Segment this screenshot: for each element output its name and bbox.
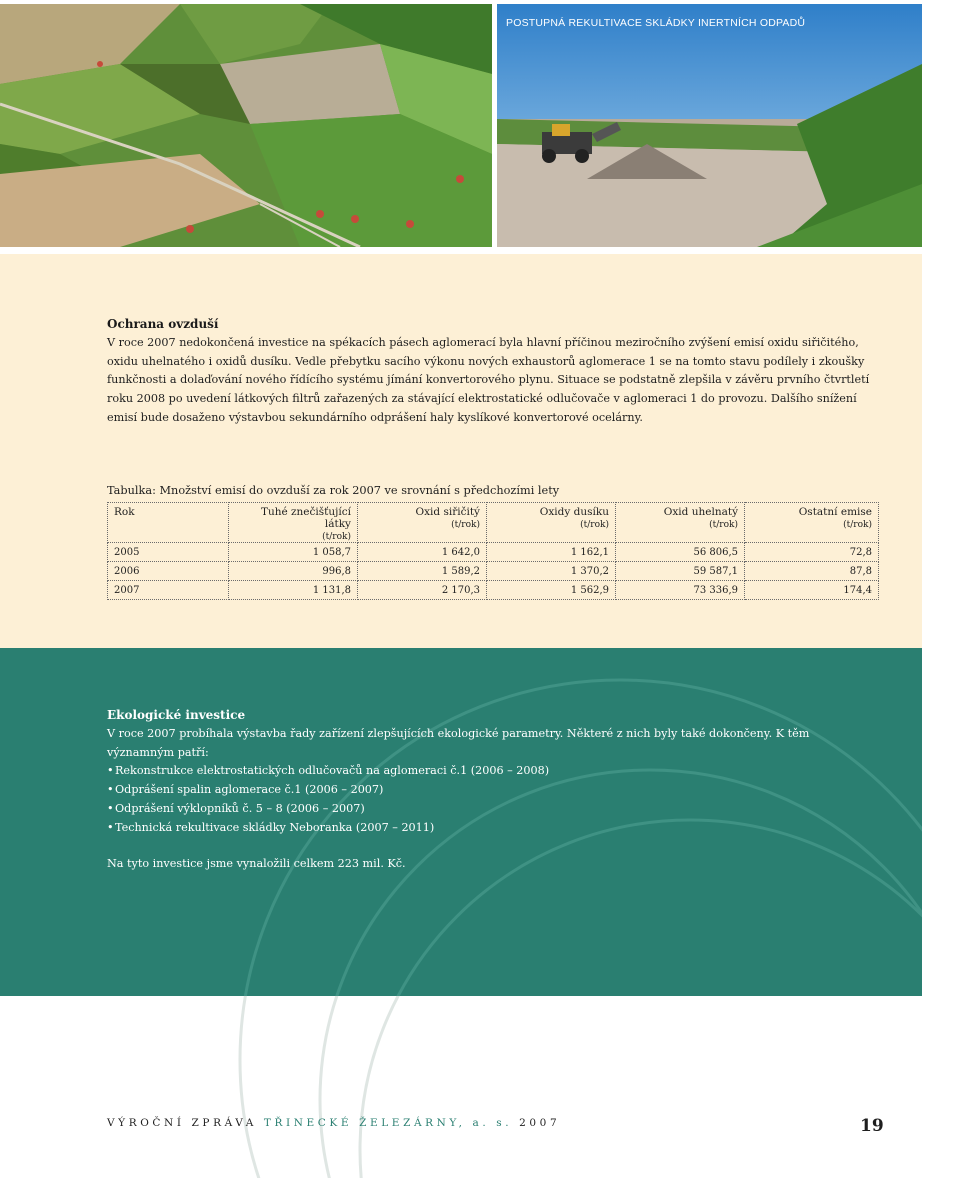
- list-item: •Odprášení spalin aglomerace č.1 (2006 – 2007): [107, 781, 867, 800]
- footer-report-label: VÝROČNÍ ZPRÁVA: [107, 1117, 257, 1129]
- header-particulates: Tuhé znečišťující látky (t/rok): [229, 503, 358, 543]
- emissions-table: [107, 502, 879, 600]
- header-other: Ostatní emise (t/rok): [745, 503, 879, 543]
- table-cell: 2006: [108, 562, 229, 581]
- list-item: •Odprášení výklopníků č. 5 – 8 (2006 – 2007): [107, 800, 867, 819]
- decorative-circles-lower: [0, 996, 960, 1178]
- table-cell: 56 806,5: [616, 543, 745, 562]
- footer-year: 2007: [519, 1117, 561, 1129]
- aerial-landscape-photo: [0, 4, 492, 247]
- air-protection-heading: Ochrana ovzduší: [107, 317, 219, 331]
- header-co: Oxid uhelnatý (t/rok): [616, 503, 745, 543]
- table-cell: 996,8: [229, 562, 358, 581]
- photo-caption: POSTUPNÁ REKULTIVACE SKLÁDKY INERTNÍCH ODPADŮ: [506, 17, 806, 29]
- bullet-icon: •: [107, 783, 114, 797]
- table-cell: 2 170,3: [358, 581, 487, 600]
- table-row: [108, 543, 879, 562]
- eco-investment-block: [107, 708, 867, 874]
- table-header-row: [108, 503, 879, 543]
- eco-investment-list: [107, 762, 867, 837]
- landfill-reclamation-photo: [497, 4, 922, 247]
- table-cell: 1 370,2: [487, 562, 616, 581]
- header-year: Rok: [108, 503, 229, 543]
- air-protection-text: V roce 2007 nedokončená investice na spékacích pásech aglomerací byla hlavní příčinou meziročního zvýšení emisí oxidu siřičitého, oxidu uhelnatého i oxidů dusíku. Vedle přebytku sacího výkonu nových exhaustorů aglomerace 1 se na tomto stavu podílely i zkoušky funkčnosti a dolaďování nového řídícího systému jímání konvertorového plynu. Situace se podstatně zlepšila v závěru prvního čtvrtletí roku 2008 po uvedení látkových filtrů zařazených za stávající elektrostatické odlučovače v aglomeraci 1 do provozu. Dalšího snížení emisí bude dosaženo výstavbou sekundárního odprášení haly kyslíkové konvertorové ocelárny.: [107, 336, 870, 424]
- table-cell: 73 336,9: [616, 581, 745, 600]
- eco-investment-heading: Ekologické investice: [107, 708, 246, 722]
- aerial-landscape-image: [0, 4, 492, 247]
- table-cell: 1 642,0: [358, 543, 487, 562]
- eco-investment-intro: V roce 2007 probíhala výstavba řady zařízení zlepšujících ekologické parametry. Některé z nich byly také dokončeny. K těm významným patří:: [107, 727, 810, 759]
- air-protection-block: [107, 317, 877, 428]
- header-so2: Oxid siřičitý (t/rok): [358, 503, 487, 543]
- footer-title: [107, 1117, 560, 1129]
- table-cell: 1 589,2: [358, 562, 487, 581]
- bullet-icon: •: [107, 764, 114, 778]
- footer-company: TŘINECKÉ ŽELEZÁRNY, a. s.: [263, 1117, 513, 1129]
- table-row: [108, 581, 879, 600]
- table-cell: 1 131,8: [229, 581, 358, 600]
- page-number: 19: [860, 1116, 884, 1136]
- eco-investment-total: Na tyto investice jsme vynaložili celkem 223 mil. Kč.: [107, 857, 406, 871]
- table-cell: 2005: [108, 543, 229, 562]
- table-cell: 59 587,1: [616, 562, 745, 581]
- table-row: [108, 562, 879, 581]
- bullet-icon: •: [107, 801, 114, 815]
- header-nox: Oxidy dusíku (t/rok): [487, 503, 616, 543]
- table-cell: 174,4: [745, 581, 879, 600]
- table-cell: 1 058,7: [229, 543, 358, 562]
- list-item: •Rekonstrukce elektrostatických odlučovačů na aglomeraci č.1 (2006 – 2008): [107, 762, 867, 781]
- table-cell: 1 562,9: [487, 581, 616, 600]
- table-cell: 2007: [108, 581, 229, 600]
- landfill-reclamation-image: [497, 4, 922, 247]
- table-caption: Tabulka: Množství emisí do ovzduší za rok 2007 ve srovnání s předchozími lety: [107, 484, 560, 497]
- table-cell: 1 162,1: [487, 543, 616, 562]
- table-cell: 87,8: [745, 562, 879, 581]
- list-item: •Technická rekultivace skládky Neboranka (2007 – 2011): [107, 819, 867, 838]
- table-cell: 72,8: [745, 543, 879, 562]
- bullet-icon: •: [107, 820, 114, 834]
